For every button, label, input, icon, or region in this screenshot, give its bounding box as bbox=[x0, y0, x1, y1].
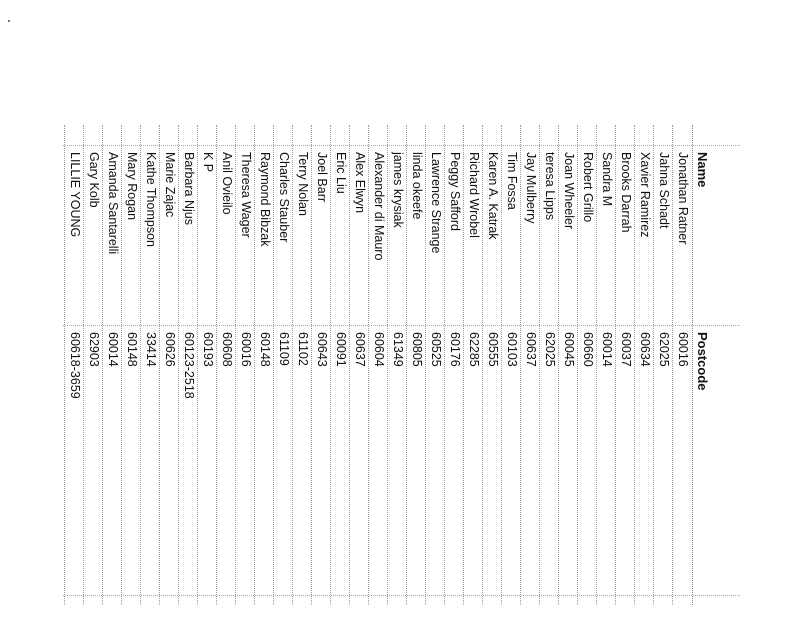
postcode-cell: 61349 bbox=[391, 332, 405, 367]
name-cell: Sandra M bbox=[600, 152, 614, 207]
postcode-cell: 60148 bbox=[258, 332, 272, 367]
postcode-cell: 60604 bbox=[372, 332, 386, 367]
postcode-cell: 60016 bbox=[239, 332, 253, 367]
table-row bbox=[178, 125, 198, 605]
postcode-cell: 62285 bbox=[467, 332, 481, 367]
postcode-cell: 60103 bbox=[505, 332, 519, 367]
name-cell: james krysiak bbox=[391, 152, 405, 228]
table-row bbox=[330, 125, 350, 605]
table-row bbox=[349, 125, 369, 605]
table-row bbox=[121, 125, 141, 605]
table-row bbox=[520, 125, 540, 605]
table-row bbox=[140, 125, 160, 605]
table-row bbox=[64, 125, 84, 605]
name-cell: Eric Liu bbox=[334, 152, 348, 194]
name-cell: Charles Stauber bbox=[277, 152, 291, 243]
table-row bbox=[444, 125, 464, 605]
name-cell: Terry Nolan bbox=[296, 152, 310, 216]
column-rule bbox=[63, 325, 740, 326]
table-row bbox=[425, 125, 445, 605]
postcode-cell: 33414 bbox=[144, 332, 158, 367]
name-cell: Joel Barr bbox=[315, 152, 329, 203]
postcode-cell: 60525 bbox=[429, 332, 443, 367]
table-row bbox=[672, 125, 692, 605]
postcode-cell: 62903 bbox=[87, 332, 101, 367]
scan-speck bbox=[8, 20, 10, 22]
name-cell: Brooks Darrah bbox=[619, 152, 633, 233]
rotated-table bbox=[60, 125, 740, 605]
name-cell: Jahna Schadt bbox=[657, 152, 671, 229]
name-cell: Theresa Wager bbox=[239, 152, 253, 238]
postcode-cell: 60176 bbox=[448, 332, 462, 367]
name-cell: Richard Wrobel bbox=[467, 152, 481, 238]
postcode-cell: 60643 bbox=[315, 332, 329, 367]
name-cell: Marie Zajac bbox=[163, 152, 177, 218]
name-cell: Lawrence Strange bbox=[429, 152, 443, 254]
table-row bbox=[254, 125, 274, 605]
name-cell: Peggy Safford bbox=[448, 152, 462, 231]
table-row bbox=[634, 125, 654, 605]
postcode-cell: 61109 bbox=[277, 332, 291, 366]
postcode-cell: 60014 bbox=[600, 332, 614, 367]
table-row bbox=[83, 125, 103, 605]
table-row bbox=[235, 125, 255, 605]
postcode-cell: 60091 bbox=[334, 332, 348, 367]
name-cell: linda okeefe bbox=[410, 152, 424, 220]
name-cell: Alex Elwyn bbox=[353, 152, 367, 214]
table-row bbox=[577, 125, 597, 605]
table-row bbox=[558, 125, 578, 605]
name-cell: Jay Mulberry bbox=[524, 152, 538, 224]
name-cell: Karen A. Katrak bbox=[486, 152, 500, 240]
name-cell: Xavier Ramirez bbox=[638, 152, 652, 238]
postcode-cell: 60634 bbox=[638, 332, 652, 367]
name-cell: Raymond Bibzak bbox=[258, 152, 272, 247]
table-row bbox=[482, 125, 502, 605]
name-cell: Mary Rogan bbox=[125, 152, 139, 221]
postcode-cell: 60805 bbox=[410, 332, 424, 367]
postcode-cell: 60637 bbox=[524, 332, 538, 367]
table-row bbox=[596, 125, 616, 605]
name-cell: LILLIE YOUNG bbox=[68, 152, 82, 238]
postcode-cell: 60123-2518 bbox=[182, 332, 196, 399]
name-cell: Jonathan Ratner bbox=[676, 152, 690, 245]
postcode-cell: 60016 bbox=[676, 332, 690, 367]
name-cell: Barbara Njus bbox=[182, 152, 196, 225]
postcode-cell: 60660 bbox=[581, 332, 595, 367]
table-row bbox=[292, 125, 312, 605]
table-row bbox=[501, 125, 521, 605]
postcode-cell: 60608 bbox=[220, 332, 234, 367]
table-row bbox=[463, 125, 483, 605]
name-cell: Robert Grillo bbox=[581, 152, 595, 223]
name-cell: Amanda Santarelli bbox=[106, 152, 120, 255]
table-row bbox=[615, 125, 635, 605]
table-row bbox=[102, 125, 122, 605]
postcode-cell: 60637 bbox=[353, 332, 367, 367]
table-row bbox=[311, 125, 331, 605]
postcode-cell: 60618-3659 bbox=[68, 332, 82, 399]
table-row bbox=[159, 125, 179, 605]
name-column-header: Name bbox=[695, 152, 710, 188]
postcode-cell: 60037 bbox=[619, 332, 633, 367]
name-cell: Alexander di Mauro bbox=[372, 152, 386, 261]
postcode-column-header: Postcode bbox=[695, 332, 710, 391]
postcode-cell: 60148 bbox=[125, 332, 139, 367]
table-row bbox=[216, 125, 236, 605]
column-rule bbox=[63, 595, 740, 596]
table-row bbox=[273, 125, 293, 605]
postcode-cell: 60626 bbox=[163, 332, 177, 367]
table-row bbox=[539, 125, 559, 605]
name-cell: Tim Fossa bbox=[505, 152, 519, 210]
name-cell: Kathe Thompson bbox=[144, 152, 158, 247]
name-cell: Gary Kolb bbox=[87, 152, 101, 208]
postcode-cell: 60193 bbox=[201, 332, 215, 367]
table-row bbox=[197, 125, 217, 605]
name-cell: Joan Wheeler bbox=[562, 152, 576, 230]
postcode-cell: 60555 bbox=[486, 332, 500, 367]
table-header-row bbox=[692, 125, 712, 605]
postcode-cell: 60014 bbox=[106, 332, 120, 367]
table-row bbox=[653, 125, 673, 605]
postcode-cell: 62025 bbox=[543, 332, 557, 367]
table-row bbox=[387, 125, 407, 605]
postcode-cell: 60045 bbox=[562, 332, 576, 367]
column-rule bbox=[63, 145, 740, 146]
name-cell: K P bbox=[201, 152, 215, 173]
postcode-cell: 61102 bbox=[296, 332, 310, 366]
table-row bbox=[406, 125, 426, 605]
name-cell: Anil Ovieilo bbox=[220, 152, 234, 215]
table-row bbox=[368, 125, 388, 605]
name-cell: teresa Lipps bbox=[543, 152, 557, 221]
postcode-cell: 62025 bbox=[657, 332, 671, 367]
